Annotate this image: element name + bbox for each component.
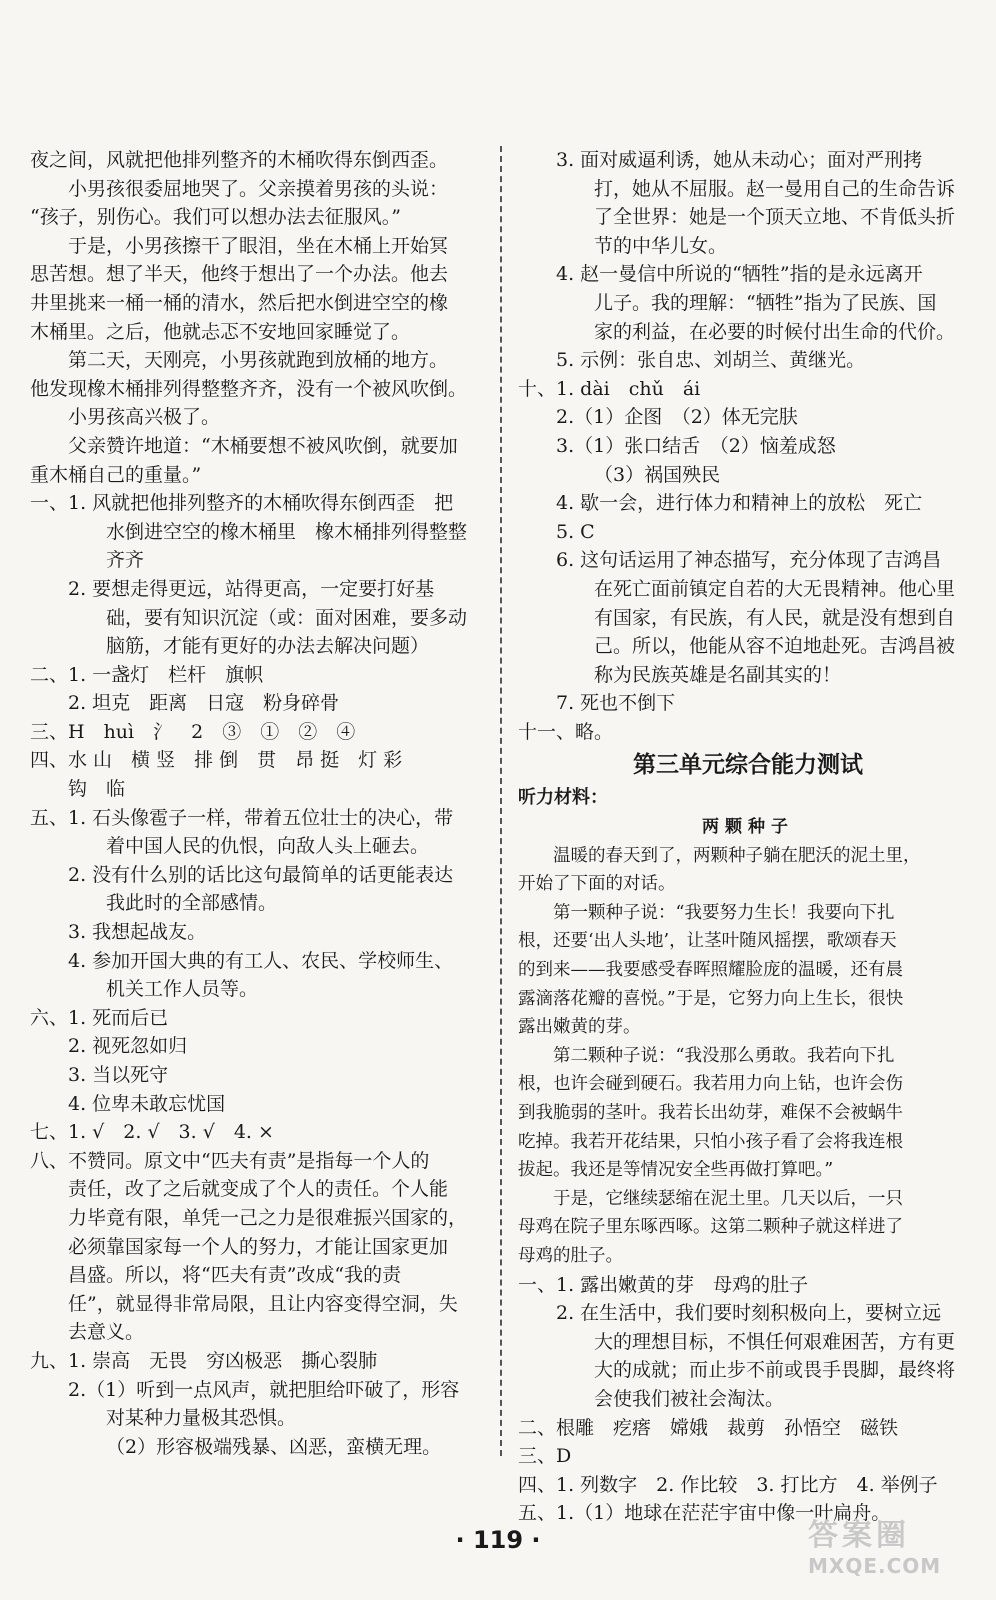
answer-line: 3.（1）张口结舌 （2）恼羞成怒 xyxy=(556,434,836,457)
answer-line: 任”，就显得非常局限，且让内容变得空洞，失 xyxy=(68,1292,458,1315)
answer-line: 3. 我想起战友。 xyxy=(68,921,207,944)
answer-line: 2. 坦克 距离 日寇 粉身碎骨 xyxy=(68,692,340,715)
answer-line: 打，她从不屈服。赵一曼用自己的生命告诉 xyxy=(594,177,956,200)
watermark-logo xyxy=(808,1510,978,1578)
answer-line: 着中国人民的仇恨，向敌人头上砸去。 xyxy=(106,835,430,858)
answer-line: 去意义。 xyxy=(68,1321,145,1344)
answer-line: 4. 参加开国大典的有工人、农民、学校师生、 xyxy=(68,949,454,972)
answer-line: 三、H huì 氵 2 ③ ① ② ④ xyxy=(30,720,356,743)
story-line: 到我脆弱的茎叶。我若长出幼芽，难保不会被蜗牛 xyxy=(518,1103,903,1123)
answer-line: 称为民族英雄是名副其实的！ xyxy=(594,663,842,686)
text-line: 夜之间，风就把他排列整齐的木桶吹得东倒西歪。 xyxy=(30,149,449,171)
answer-line: 一、1. 露出嫩黄的芽 母鸡的肚子 xyxy=(518,1273,809,1296)
answer-line: 会使我们被社会淘汰。 xyxy=(594,1387,785,1410)
answer-line: 必须靠国家每一个人的努力，才能让国家更加 xyxy=(68,1235,449,1258)
story-line: 温暖的春天到了，两颗种子躺在肥沃的泥土里， xyxy=(518,845,921,866)
answer-line: 六、1. 死而后已 xyxy=(30,1006,169,1029)
story-line: 露滴落花瓣的喜悦。”于是，它努力向上生长，很快 xyxy=(518,988,904,1009)
answer-line: 机关工作人员等。 xyxy=(106,978,259,1001)
answer-line: 十、1. dài chǔ ái xyxy=(518,377,701,400)
text-line: 木桶里。之后，他就忐忑不安地回家睡觉了。 xyxy=(30,320,411,343)
answer-line: 一、1. 风就把他排列整齐的木桶吹得东倒西歪 把 xyxy=(30,492,454,515)
answer-line: 三、D xyxy=(518,1445,572,1468)
answer-line: 二、根雕 疙瘩 嫦娥 裁剪 孙悟空 磁铁 xyxy=(518,1416,899,1439)
answer-line: 力毕竟有限，单凭一己之力是很难振兴国家的， xyxy=(68,1206,468,1229)
answer-line: 4. 赵一曼信中所说的“牺牲”指的是永远离开 xyxy=(556,263,923,286)
answer-line: 2.（1）企图 （2）体无完肤 xyxy=(556,406,798,429)
answer-line: 八、不赞同。原文中“匹夫有责”是指每一个人的 xyxy=(30,1149,430,1172)
answer-line: 3. 面对威逼利诱，她从未动心；面对严刑拷 xyxy=(556,149,923,171)
text-line: 重木桶自己的重量。” xyxy=(30,463,202,486)
answer-line: 2. 视死忽如归 xyxy=(68,1035,188,1058)
text-line: 他发现橡木桶排列得整整齐齐，没有一个被风吹倒。 xyxy=(30,377,468,400)
text-line: “孩子，别伤心。我们可以想办法去征服风。” xyxy=(30,206,401,229)
story-line: 第一颗种子说：“我要努力生长！我要向下扎 xyxy=(518,902,895,923)
story-line: 于是，它继续瑟缩在泥土里。几天以后，一只 xyxy=(518,1188,903,1209)
answer-line: 二、1. 一盏灯 栏杆 旗帜 xyxy=(30,663,264,686)
text-line: 小男孩高兴极了。 xyxy=(30,406,221,429)
story-line: 的到来——我要感受春晖照耀脸庞的温暖，还有晨 xyxy=(518,960,903,981)
answer-line: 础，要有知识沉淀（或：面对困难，要多动 xyxy=(106,606,468,629)
story-line: 露出嫩黄的芽。 xyxy=(518,1017,641,1038)
story-line: 母鸡的肚子。 xyxy=(518,1245,623,1266)
story-title: 两颗种子 xyxy=(702,817,794,838)
story-line: 根，还要‘出人头地’，让茎叶随风摇摆，歌颂春天 xyxy=(518,931,897,952)
answer-line: 十一、略。 xyxy=(518,720,614,743)
answer-line: 脑筋，才能有更好的办法去解决问题） xyxy=(106,635,430,658)
answer-line: 对某种力量极其恐惧。 xyxy=(106,1407,297,1430)
listening-label: 听力材料： xyxy=(518,787,608,809)
answer-line: 在死亡面前镇定自若的大无畏精神。他心里 xyxy=(594,577,956,600)
story-line: 根，也许会碰到硬石。我若用力向上钻，也许会伤 xyxy=(518,1074,903,1095)
story-line: 拔起。我还是等情况安全些再做打算吧。” xyxy=(518,1160,834,1181)
answer-line: 2. 要想走得更远，站得更高，一定要打好基 xyxy=(68,577,435,600)
answer-line: 五、1. 石头像雹子一样，带着五位壮士的决心，带 xyxy=(30,806,454,829)
story-line: 开始了下面的对话。 xyxy=(518,874,676,895)
answer-line: 五、1.（1）地球在茫茫宇宙中像一叶扁舟。 xyxy=(518,1502,891,1525)
answer-line: 7. 死也不倒下 xyxy=(556,692,676,715)
answer-line: 七、1. √ 2. √ 3. √ 4. × xyxy=(30,1121,274,1144)
answer-line: 5. C xyxy=(556,520,595,543)
answer-line: 大的理想目标，不惧任何艰难困苦，方有更 xyxy=(594,1330,956,1353)
answer-line: 2.（1）听到一点风声，就把胆给吓破了，形容 xyxy=(68,1378,460,1401)
answer-line: 3. 当以死守 xyxy=(68,1064,169,1086)
story-line: 母鸡在院子里东啄西啄。这第二颗种子就这样进了 xyxy=(518,1217,903,1238)
answer-line: 我此时的全部感情。 xyxy=(106,892,278,915)
page-number: · 119 · xyxy=(455,1526,541,1554)
watermark-url: MXQE.COM xyxy=(808,1554,942,1578)
answer-line: 儿子。我的理解：“牺牲”指为了民族、国 xyxy=(594,291,937,314)
answer-line: （2）形容极端残暴、凶恶，蛮横无理。 xyxy=(106,1435,442,1458)
text-line: 思苦想。想了半天，他终于想出了一个办法。他去 xyxy=(30,263,449,286)
answer-line: 2. 没有什么别的话比这句最简单的话更能表达 xyxy=(68,863,454,886)
answer-line: 节的中华儿女。 xyxy=(594,234,728,257)
answer-line: 齐齐 xyxy=(106,549,145,572)
answer-line: 己。所以，他能从容不迫地赴死。吉鸿昌被 xyxy=(594,635,956,658)
answer-line: 4. 位卑未敢忘忧国 xyxy=(68,1092,226,1115)
text-line: 于是，小男孩擦干了眼泪，坐在木桶上开始冥 xyxy=(30,234,449,257)
answer-line: 昌盛。所以，将“匹夫有责”改成“我的责 xyxy=(68,1264,402,1287)
section-title: 第三单元综合能力测试 xyxy=(633,752,863,779)
left-column xyxy=(30,146,490,1461)
answer-line: 水倒进空空的橡木桶里 橡木桶排列得整整 xyxy=(106,520,468,543)
story-line: 吃掉。我若开花结果，只怕小孩子看了会将我连根 xyxy=(518,1131,903,1152)
answer-line: 钩 临 xyxy=(68,778,126,801)
answer-line: 4. 歇一会，进行体力和精神上的放松 死亡 xyxy=(556,492,923,515)
story-text xyxy=(518,842,978,1271)
watermark-text: 答案圈 xyxy=(808,1518,910,1553)
answer-line: 大的成就；而止步不前或畏手畏脚，最终将 xyxy=(594,1359,956,1382)
answer-line: 5. 示例：张自忠、刘胡兰、黄继光。 xyxy=(556,349,866,372)
text-line: 井里挑来一桶一桶的清水，然后把水倒进空空的橡 xyxy=(30,291,449,314)
answer-line: 四、水 山 横 竖 排 倒 贯 昂 挺 灯 彩 xyxy=(30,749,403,772)
answer-line: 有国家，有民族，有人民，就是没有想到自 xyxy=(594,606,956,629)
text-line: 父亲赞许地道：“木桶要想不被风吹倒，就要加 xyxy=(30,434,458,457)
right-column xyxy=(518,146,978,1528)
text-line: 第二天，天刚亮，小男孩就跑到放桶的地方。 xyxy=(30,349,449,372)
answer-line: 责任，改了之后就变成了个人的责任。个人能 xyxy=(68,1178,449,1201)
column-divider xyxy=(500,146,502,1456)
answer-line: 九、1. 崇高 无畏 穷凶极恶 撕心裂肺 xyxy=(30,1349,378,1372)
text-line: 小男孩很委屈地哭了。父亲摸着男孩的头说： xyxy=(30,177,449,200)
answer-line: 家的利益，在必要的时候付出生命的代价。 xyxy=(594,320,956,343)
story-line: 第二颗种子说：“我没那么勇敢。我若向下扎 xyxy=(518,1045,895,1066)
answer-line: 四、1. 列数字 2. 作比较 3. 打比方 4. 举例子 xyxy=(518,1473,938,1496)
answer-line: （3）祸国殃民 xyxy=(594,463,721,486)
answer-line: 2. 在生活中，我们要时刻积极向上，要树立远 xyxy=(556,1302,942,1325)
answer-line: 了全世界：她是一个顶天立地、不肯低头折 xyxy=(594,206,956,229)
answer-line: 6. 这句话运用了神态描写，充分体现了吉鸿昌 xyxy=(556,549,942,572)
